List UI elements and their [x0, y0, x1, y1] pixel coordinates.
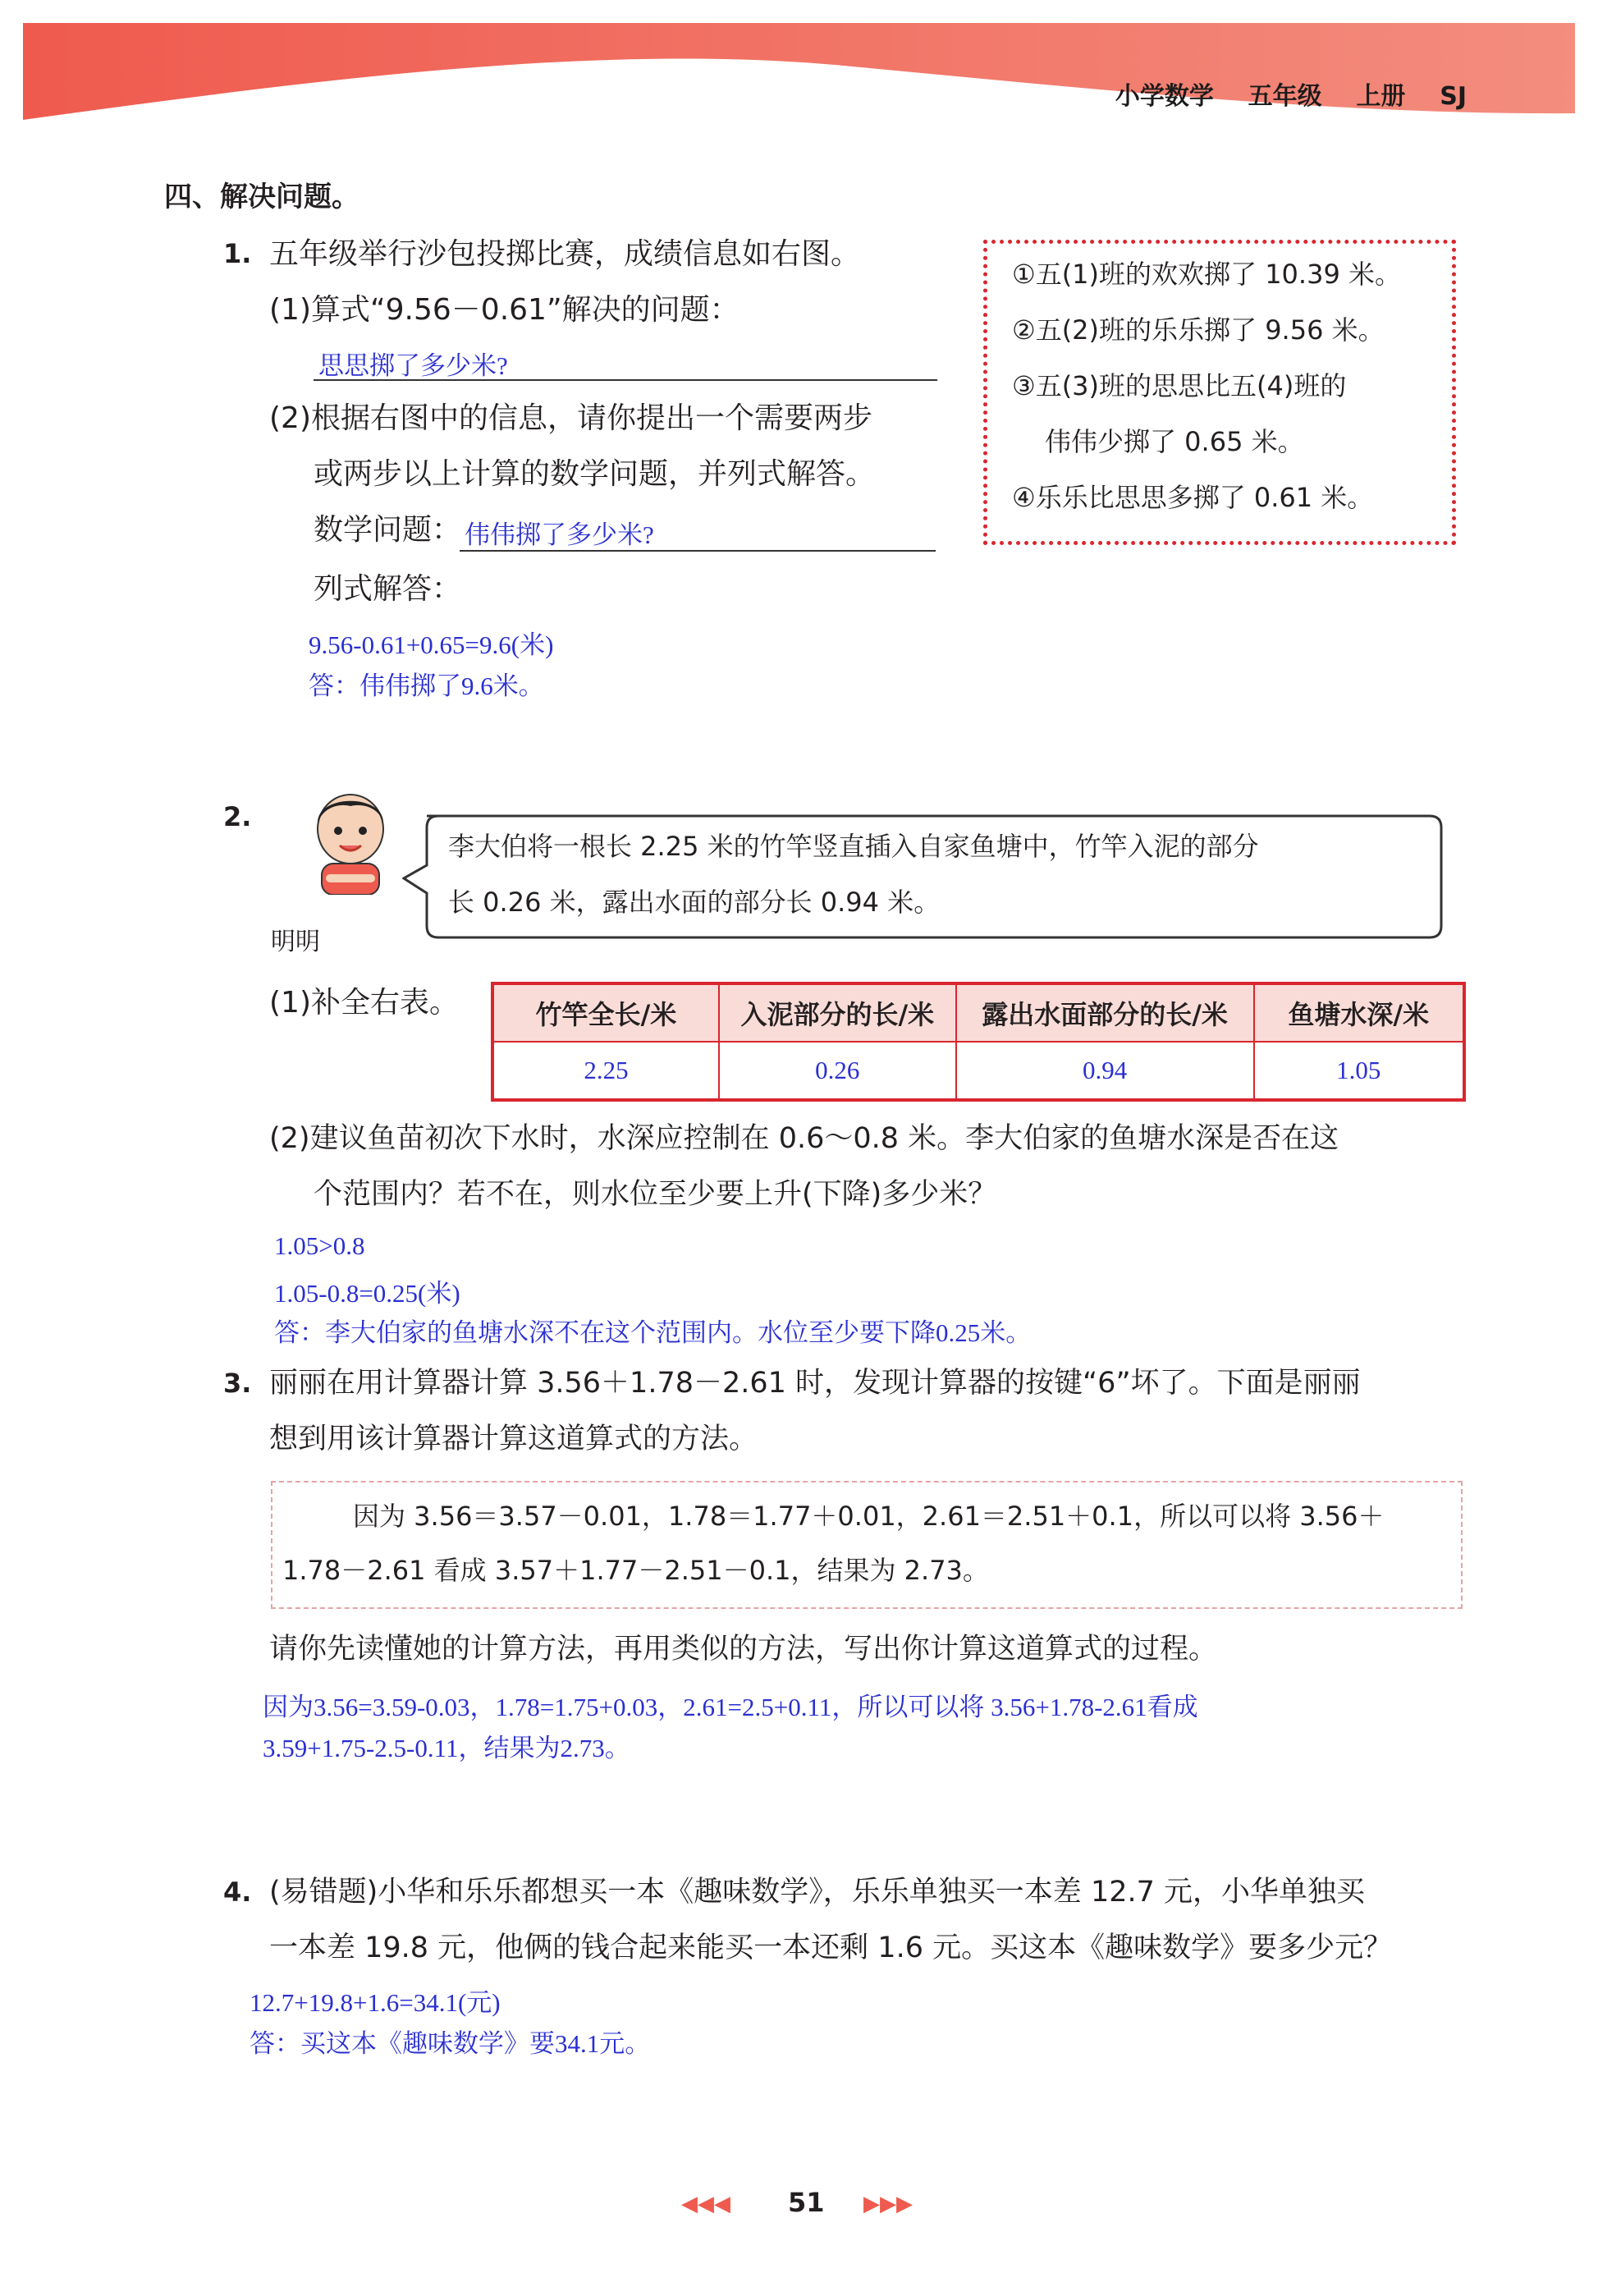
q3-answer-line2: 3.59+1.75-2.5-0.11，结果为2.73。: [263, 1734, 630, 1762]
q3-stem-line2: 想到用该计算器计算这道算式的方法。: [269, 1423, 758, 1455]
page-number: 51: [788, 2187, 825, 2218]
triangle-right-icon: ▶: [863, 2192, 880, 2216]
q1-solution-label: 列式解答：: [314, 572, 462, 606]
q1-part2-line2: 或两步以上计算的数学问题，并列式解答。: [314, 457, 876, 491]
q1-number: 1.: [223, 238, 252, 269]
q2-speaker-name: 明明: [271, 928, 320, 956]
q2-part1-label: (1)补全右表。: [269, 986, 459, 1020]
boy-avatar: [305, 790, 396, 895]
table-value-cell: 2.25: [492, 1042, 719, 1100]
q1-question-label: 数学问题：: [314, 513, 462, 547]
q3-stem-line1: 丽丽在用计算器计算 3.56＋1.78－2.61 时，发现计算器的按键“6”坏了。下面是丽丽: [269, 1367, 1361, 1400]
table-header-cell: 入泥部分的长/米: [719, 983, 956, 1042]
q1-info-item-1: ①五(1)班的欢欢掷了 10.39 米。: [1012, 259, 1401, 290]
header-subject: 小学数学: [1115, 82, 1214, 111]
q2-part2-line2: 个范围内？若不在，则水位至少要上升(下降)多少米？: [314, 1178, 997, 1211]
section-title: 四、解决问题。: [164, 181, 359, 213]
q3-number: 3.: [223, 1368, 252, 1399]
q3-box-line1: 因为 3.56＝3.57－0.01，1.78＝1.77＋0.01，2.61＝2.51＋0.1，所以可以将 3.56＋: [353, 1501, 1385, 1532]
triangle-right-icon: ▶: [880, 2192, 896, 2216]
table-header-row: [492, 983, 1464, 1042]
triangle-left-icon: ◀: [698, 2192, 714, 2216]
q1-info-item-2: ②五(2)班的乐乐掷了 9.56 米。: [1012, 314, 1385, 346]
triangle-right-icon: ▶: [896, 2192, 913, 2216]
q1-solution-line2: 答：伟伟掷了9.6米。: [309, 671, 544, 700]
q3-prompt: 请你先读懂她的计算方法，再用类似的方法，写出你计算这道算式的过程。: [269, 1633, 1218, 1666]
triangle-left-icon: ◀: [714, 2192, 730, 2216]
q1-question-answer: 伟伟掷了多少米?: [465, 520, 654, 549]
q1-info-box: [983, 240, 1456, 545]
table-value-cell: 0.94: [956, 1042, 1254, 1100]
q1-info-item-4: ④乐乐比思思多掷了 0.61 米。: [1012, 482, 1374, 513]
q3-box-line2: 1.78－2.61 看成 3.57＋1.77－2.51－0.1，结果为 2.73。: [282, 1555, 989, 1586]
q1-part2-line1: (2)根据右图中的信息，请你提出一个需要两步: [269, 401, 872, 435]
q2-answer-line3: 答：李大伯家的鱼塘水深不在这个范围内。水位至少要下降0.25米。: [274, 1318, 1032, 1347]
q2-answer-line1: 1.05>0.8: [274, 1231, 365, 1260]
q3-answer-line1: 因为3.56=3.59-0.03，1.78=1.75+0.03，2.61=2.5+0.11，所以可以将 3.56+1.78-2.61看成: [263, 1693, 1198, 1721]
footer-arrows-right: [863, 2192, 913, 2216]
footer-arrows-left: [681, 2192, 730, 2216]
q4-stem-line2: 一本差 19.8 元，他俩的钱合起来能买一本还剩 1.6 元。买这本《趣味数学》要多少元？: [269, 1932, 1393, 1964]
water-depth-table: [491, 982, 1466, 1102]
header-labels: [1115, 76, 1467, 112]
q1-info-item-3-cont: 伟伟少掷了 0.65 米。: [1045, 426, 1304, 457]
header-volume: 上册: [1356, 82, 1406, 111]
table-value-cell: 1.05: [1254, 1042, 1464, 1100]
triangle-left-icon: ◀: [681, 2192, 698, 2216]
q2-part2-line1: (2)建议鱼苗初次下水时，水深应控制在 0.6～0.8 米。李大伯家的鱼塘水深是否在这: [269, 1122, 1339, 1155]
q2-answer-line2: 1.05-0.8=0.25(米): [274, 1279, 460, 1308]
header-edition: SJ: [1440, 82, 1467, 111]
q2-number: 2.: [223, 801, 252, 832]
table-header-cell: 竹竿全长/米: [492, 983, 719, 1042]
q1-info-item-3: ③五(3)班的思思比五(4)班的: [1012, 370, 1347, 401]
table-value-cell: 0.26: [719, 1042, 956, 1100]
q2-speech-line1: 李大伯将一根长 2.25 米的竹竿竖直插入自家鱼塘中，竹竿入泥的部分: [448, 831, 1259, 862]
q4-answer-line1: 12.7+19.8+1.6=34.1(元): [250, 1988, 501, 2017]
table-value-row: [492, 1042, 1464, 1100]
q1-solution-line1: 9.56-0.61+0.65=9.6(米): [309, 630, 554, 659]
q1-stem: 五年级举行沙包投掷比赛，成绩信息如右图。: [269, 237, 861, 271]
table-header-cell: 鱼塘水深/米: [1254, 983, 1464, 1042]
header-grade: 五年级: [1248, 82, 1322, 111]
q2-speech-line2: 长 0.26 米，露出水面的部分长 0.94 米。: [448, 887, 941, 918]
q4-stem-line1: (易错题)小华和乐乐都想买一本《趣味数学》，乐乐单独买一本差 12.7 元，小华单独买: [269, 1876, 1365, 1909]
q1-part1-label: (1)算式“9.56－0.61”解决的问题：: [269, 293, 739, 327]
q4-number: 4.: [223, 1877, 252, 1908]
q1-part1-answer: 思思掷了多少米?: [318, 351, 508, 380]
q4-answer-line2: 答：买这本《趣味数学》要34.1元。: [250, 2029, 651, 2058]
table-header-cell: 露出水面部分的长/米: [956, 983, 1254, 1042]
